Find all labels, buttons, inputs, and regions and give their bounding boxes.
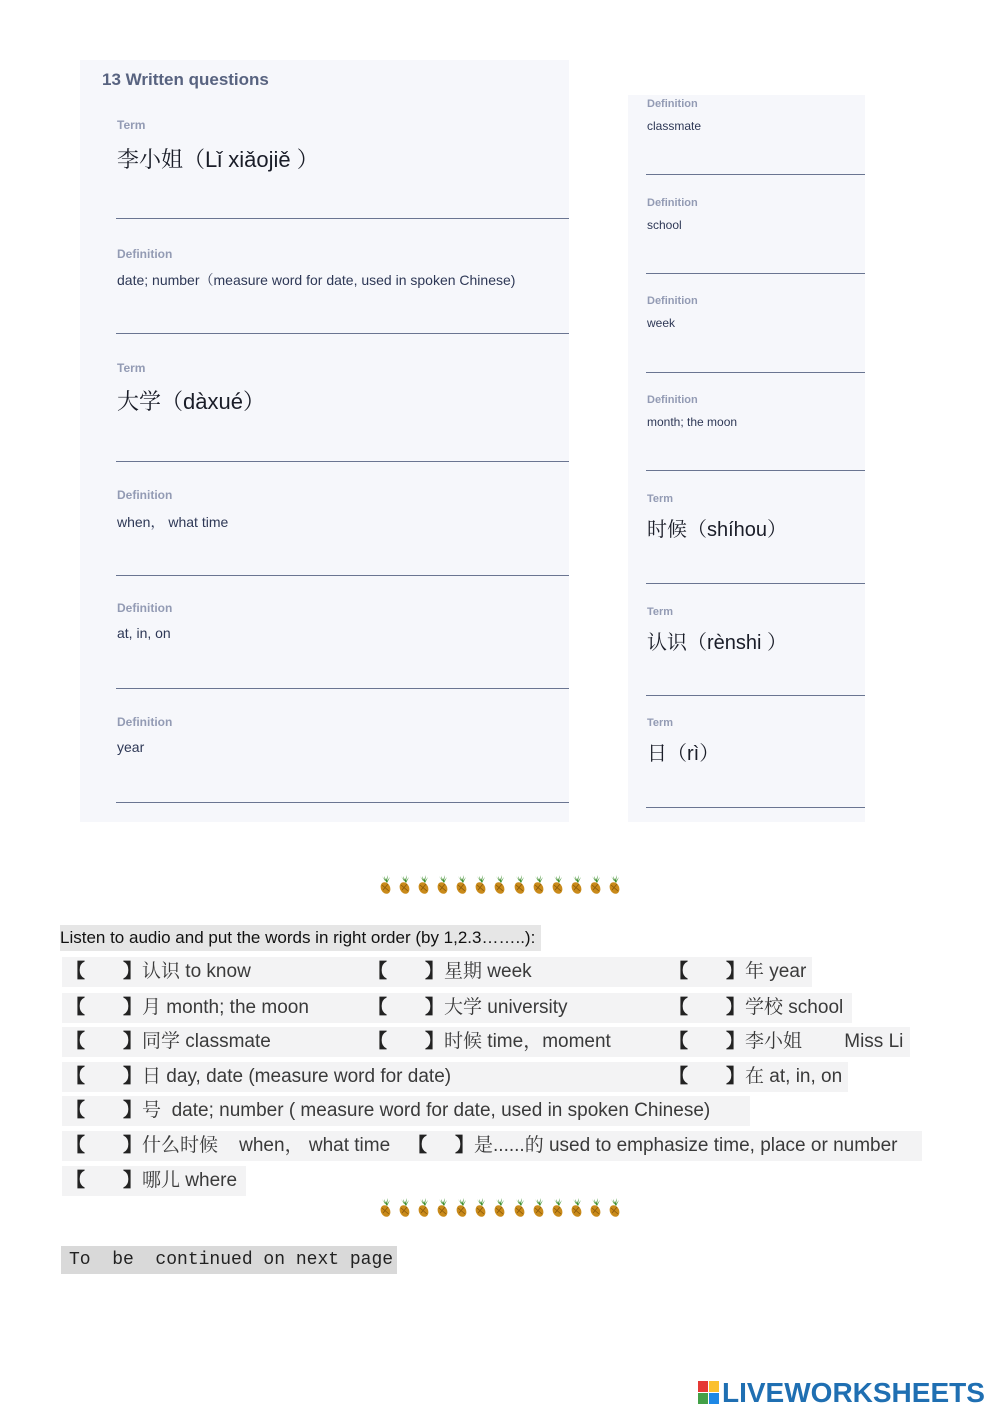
card-definition: year <box>117 739 145 755</box>
pineapple-icon <box>588 875 603 895</box>
term-card <box>628 604 865 696</box>
order-item <box>368 993 568 1023</box>
item-label: 李小姐 Miss Li <box>745 1031 904 1052</box>
pineapple-icon <box>512 1198 527 1218</box>
card-label: Definition <box>117 247 173 261</box>
order-item <box>669 1027 903 1057</box>
instruction-text: Listen to audio and put the words in right order (by 1,2.3……..): <box>60 925 541 951</box>
term-card <box>628 491 865 583</box>
order-item <box>66 1166 237 1196</box>
card-label: Definition <box>117 715 173 729</box>
card-label: Definition <box>647 98 698 110</box>
pineapple-icon <box>454 875 469 895</box>
order-item <box>66 957 251 987</box>
pineapple-icon <box>416 1198 431 1218</box>
order-row <box>62 957 812 987</box>
item-label: 时候 time，moment <box>444 1031 611 1052</box>
item-label: 同学 classmate <box>142 1031 271 1052</box>
bracket-close: 】 <box>425 997 445 1018</box>
order-row <box>62 1062 848 1092</box>
answer-line[interactable] <box>646 174 865 175</box>
bracket-close: 】 <box>455 1135 475 1156</box>
card-definition: when， what time <box>117 514 229 530</box>
item-label: 认识 to know <box>142 961 251 982</box>
answer-line[interactable] <box>646 470 865 471</box>
pineapple-icon <box>607 875 622 895</box>
bracket-close: 】 <box>726 961 746 982</box>
bracket-open: 【 <box>66 1031 86 1052</box>
panel-title: 13 Written questions <box>102 70 269 89</box>
bracket-open: 【 <box>368 997 388 1018</box>
answer-line[interactable] <box>116 461 569 462</box>
order-item <box>368 1027 611 1057</box>
answer-line[interactable] <box>646 273 865 274</box>
definition-card <box>628 95 865 175</box>
bracket-close: 】 <box>726 1031 746 1052</box>
flashcard-panel-left <box>80 60 569 822</box>
item-label: 是......的 used to emphasize time, place or number <box>474 1135 898 1156</box>
liveworksheets-logo <box>698 1378 985 1408</box>
bracket-open: 【 <box>669 1066 689 1087</box>
bracket-open: 【 <box>669 961 689 982</box>
item-label: 大学 university <box>444 997 568 1018</box>
card-term: 认识（rènshi ） <box>647 632 788 654</box>
bracket-close: 】 <box>123 1170 143 1191</box>
order-item <box>66 993 309 1023</box>
order-item <box>408 1131 898 1161</box>
logo-text: LIVEWORKSHEETS <box>722 1377 985 1408</box>
order-item <box>669 993 843 1023</box>
item-label: 年 year <box>745 961 807 982</box>
card-definition: date; number（measure word for date, used in spoken Chinese) <box>117 272 516 288</box>
bracket-close: 】 <box>726 997 746 1018</box>
bracket-open: 【 <box>368 961 388 982</box>
card-term: 李小姐（Lǐ xiǎojiě ） <box>117 147 319 172</box>
bracket-open: 【 <box>66 1066 86 1087</box>
pineapple-divider <box>378 1197 622 1219</box>
pineapple-icon <box>378 875 393 895</box>
card-label: Term <box>647 717 674 729</box>
card-label: Term <box>647 606 674 618</box>
pineapple-icon <box>397 1198 412 1218</box>
pineapple-icon <box>550 875 565 895</box>
pineapple-icon <box>607 1198 622 1218</box>
definition-card <box>628 392 865 472</box>
pineapple-icon <box>378 1198 393 1218</box>
order-row <box>62 1096 750 1126</box>
item-label: 月 month; the moon <box>142 997 309 1018</box>
pineapple-icon <box>569 1198 584 1218</box>
bracket-close: 】 <box>123 961 143 982</box>
pineapple-icon <box>512 875 527 895</box>
pineapple-icon <box>473 875 488 895</box>
pineapple-icon <box>435 875 450 895</box>
answer-line[interactable] <box>646 372 865 373</box>
answer-line[interactable] <box>116 575 569 576</box>
order-row <box>62 1166 246 1196</box>
pineapple-icon <box>588 1198 603 1218</box>
pineapple-icon <box>473 1198 488 1218</box>
pineapple-icon <box>435 1198 450 1218</box>
term-card <box>80 115 569 220</box>
pineapple-icon <box>492 1198 507 1218</box>
definition-card <box>80 601 569 691</box>
order-item <box>66 1131 390 1161</box>
pineapple-icon <box>550 1198 565 1218</box>
card-label: Term <box>117 118 146 132</box>
card-definition: week <box>647 316 676 330</box>
bracket-open: 【 <box>368 1031 388 1052</box>
bracket-open: 【 <box>669 1031 689 1052</box>
card-label: Definition <box>647 295 698 307</box>
definition-card <box>80 245 569 335</box>
answer-line[interactable] <box>116 333 569 334</box>
bracket-open: 【 <box>66 1100 86 1121</box>
bracket-close: 】 <box>425 1031 445 1052</box>
card-term: 时候（shíhou） <box>647 519 788 541</box>
bracket-close: 】 <box>123 1066 143 1087</box>
pineapple-icon <box>416 875 431 895</box>
pineapple-icon <box>531 1198 546 1218</box>
card-term: 大学（dàxué） <box>117 389 265 414</box>
pineapple-icon <box>454 1198 469 1218</box>
card-label: Definition <box>117 488 173 502</box>
item-label: 日 day, date (measure word for date) <box>142 1066 452 1087</box>
bracket-open: 【 <box>66 1135 86 1156</box>
item-label: 学校 school <box>745 997 844 1018</box>
definition-card <box>628 293 865 373</box>
order-item <box>669 1062 842 1092</box>
pineapple-icon <box>492 875 507 895</box>
bracket-close: 】 <box>123 997 143 1018</box>
continued-note: To be continued on next page <box>61 1246 397 1274</box>
item-label: 星期 week <box>444 961 532 982</box>
card-term: 日（rì） <box>647 743 720 765</box>
order-row <box>62 1027 910 1057</box>
answer-line[interactable] <box>116 688 569 689</box>
definition-card <box>80 488 569 578</box>
term-card <box>628 715 865 807</box>
order-item <box>66 1062 451 1092</box>
bracket-open: 【 <box>66 997 86 1018</box>
bracket-close: 】 <box>123 1031 143 1052</box>
bracket-close: 】 <box>726 1066 746 1087</box>
card-definition: at, in, on <box>117 625 171 641</box>
item-label: 在 at, in, on <box>745 1066 843 1087</box>
card-definition: school <box>647 218 682 232</box>
card-label: Definition <box>647 394 698 406</box>
answer-line[interactable] <box>116 218 569 219</box>
answer-line[interactable] <box>646 583 865 584</box>
bracket-close: 】 <box>425 961 445 982</box>
bracket-open: 【 <box>66 961 86 982</box>
logo-icon <box>698 1379 720 1407</box>
item-label: 哪儿 where <box>142 1170 238 1191</box>
order-row <box>62 993 852 1023</box>
bracket-open: 【 <box>66 1170 86 1191</box>
pineapple-divider <box>378 874 622 896</box>
bracket-close: 】 <box>123 1135 143 1156</box>
answer-line[interactable] <box>646 695 865 696</box>
definition-card <box>628 195 865 275</box>
card-label: Definition <box>117 601 173 615</box>
order-item <box>66 1027 271 1057</box>
definition-card <box>80 715 569 805</box>
bracket-close: 】 <box>123 1100 143 1121</box>
card-label: Term <box>117 361 146 375</box>
order-item <box>368 957 532 987</box>
answer-line[interactable] <box>646 807 865 808</box>
item-label: 号 date; number ( measure word for date, used in spoken Chinese) <box>142 1100 711 1121</box>
bracket-open: 【 <box>408 1135 428 1156</box>
pineapple-icon <box>569 875 584 895</box>
item-label: 什么时候 when， what time <box>142 1135 391 1156</box>
card-label: Definition <box>647 197 698 209</box>
pineapple-icon <box>397 875 412 895</box>
card-definition: month; the moon <box>647 415 738 429</box>
card-definition: classmate <box>647 119 702 133</box>
flashcard-panel-right <box>628 95 865 822</box>
pineapple-icon <box>531 875 546 895</box>
order-item <box>66 1096 710 1126</box>
bracket-open: 【 <box>669 997 689 1018</box>
card-label: Term <box>647 493 674 505</box>
answer-line[interactable] <box>116 802 569 803</box>
order-row <box>62 1131 922 1161</box>
term-card <box>80 358 569 463</box>
order-item <box>669 957 806 987</box>
